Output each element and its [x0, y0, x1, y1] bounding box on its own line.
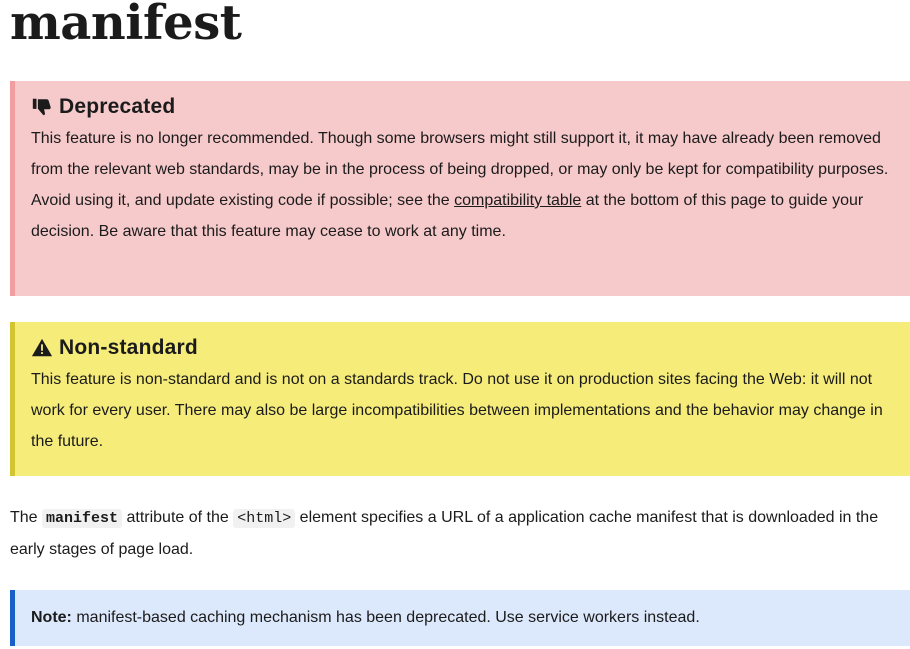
intro-paragraph: The manifest attribute of the <html> element specifies a URL of a application cache manifest that is downloaded in the early stages of page load.: [10, 509, 879, 558]
non-standard-notecard: [10, 322, 910, 476]
non-standard-body: This feature is non-standard and is not on a standards track. Do not use it on production sites facing the Web: it will not work for every user. There may also be large incompatibilities between implementations and the behavior may change in the future.: [31, 371, 883, 450]
non-standard-heading-text: Non-standard: [59, 336, 198, 359]
page-title: manifest: [10, 0, 242, 51]
note-body: Note: manifest-based caching mechanism has been deprecated. Use service workers instead.: [31, 609, 700, 626]
html-element-code: <html>: [233, 509, 295, 528]
note-notecard: [10, 590, 910, 646]
deprecated-heading: [31, 93, 892, 121]
deprecated-body: This feature is no longer recommended. Though some browsers might still support it, it may have already been removed from the relevant web standards, may be in the process of being dropped, or may only be kept for compatibility purposes. Avoid using it, and update existing code if possible; see the compatibility table at the bottom of this page to guide your decision. Be aware that this feature may cease to work at any time.: [31, 130, 889, 240]
deprecated-notecard: [10, 81, 910, 296]
manifest-attr-code: manifest: [42, 509, 122, 528]
deprecated-heading-text: Deprecated: [59, 95, 176, 118]
note-label: Note:: [31, 609, 72, 626]
non-standard-heading: [31, 334, 892, 362]
thumbs-down-icon: [31, 96, 53, 118]
compatibility-table-link[interactable]: compatibility table: [454, 192, 582, 209]
warning-icon: [31, 337, 53, 359]
